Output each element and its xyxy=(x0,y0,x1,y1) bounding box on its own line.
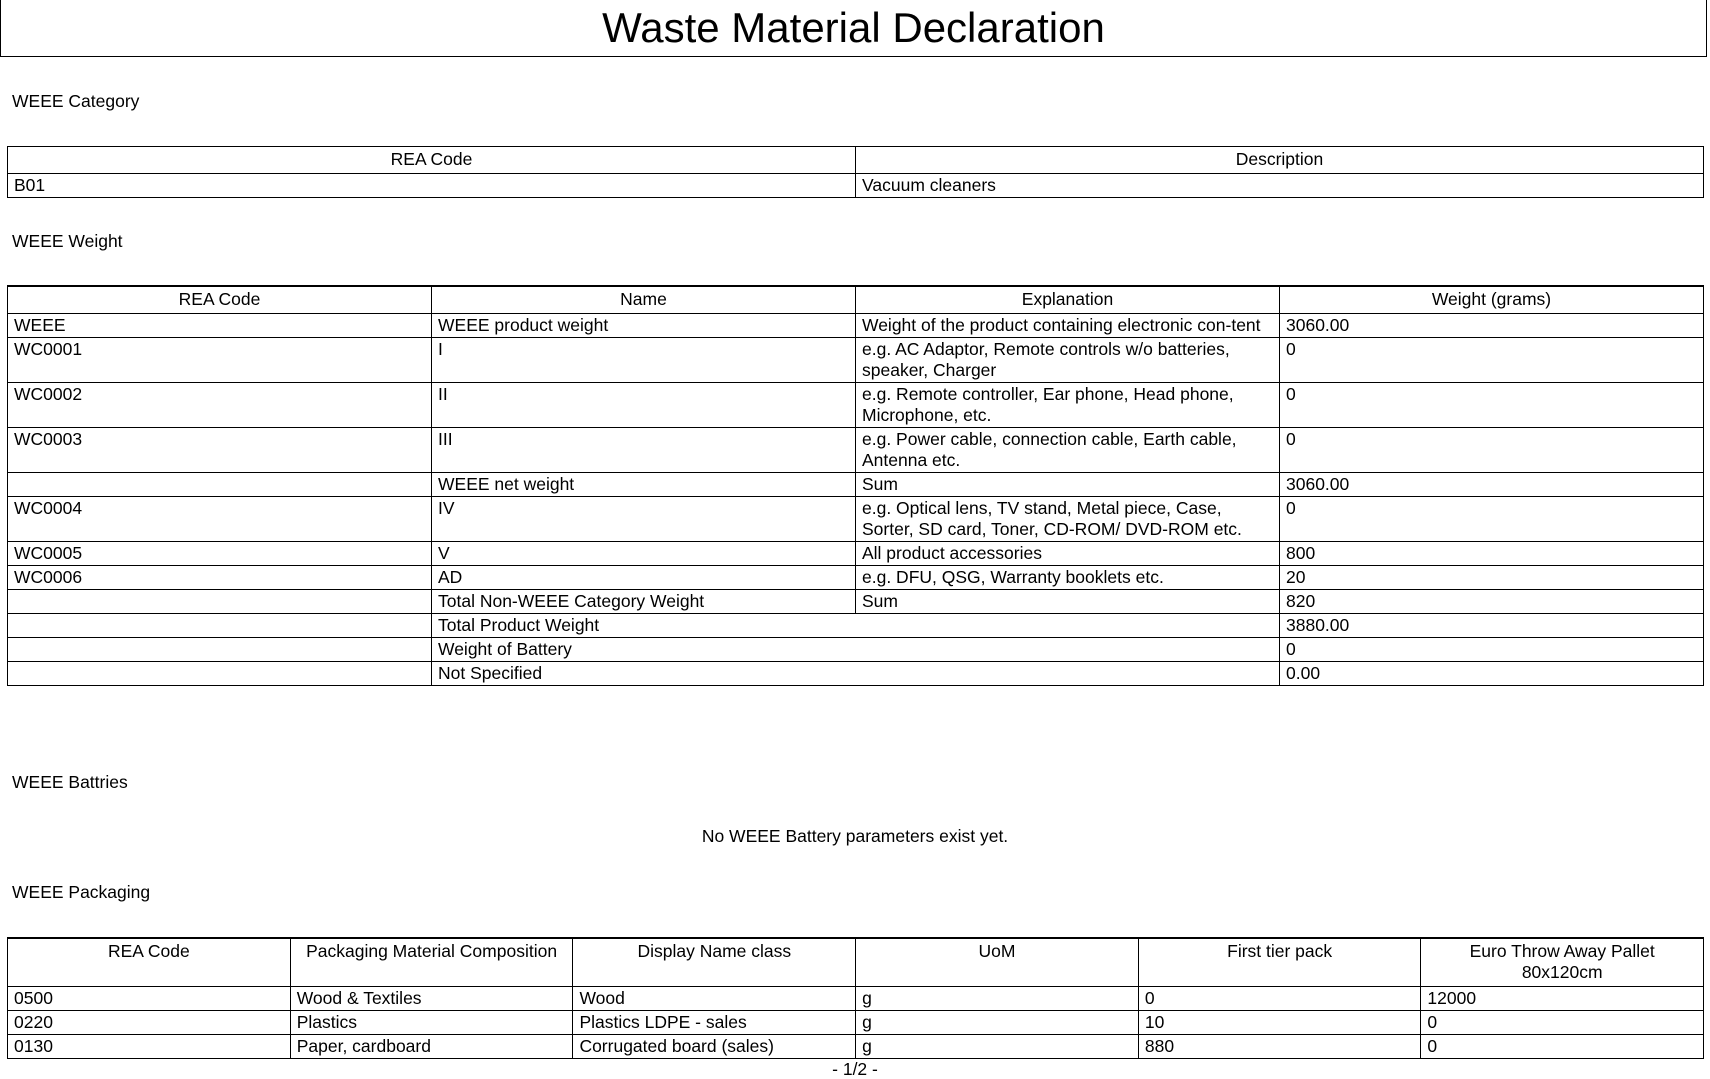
table-row xyxy=(8,428,1704,473)
summary-value: 0 xyxy=(1280,638,1704,662)
table-cell: WC0001 xyxy=(8,338,432,383)
packaging-table xyxy=(7,937,1704,1059)
table-cell: WC0003 xyxy=(8,428,432,473)
table-cell: 10 xyxy=(1138,1011,1421,1035)
category-heading: WEEE Category xyxy=(12,91,140,111)
category-header-description: Description xyxy=(856,147,1704,174)
table-cell: WEEE net weight xyxy=(432,473,856,497)
table-cell: Plastics LDPE - sales xyxy=(573,1011,856,1035)
table-cell: Vacuum cleaners xyxy=(856,174,1704,198)
table-cell xyxy=(8,614,432,638)
packaging-header-uom: UoM xyxy=(856,938,1139,987)
table-row xyxy=(8,987,1704,1011)
page-number: - 1/2 - xyxy=(832,1059,878,1079)
table-cell: Paper, cardboard xyxy=(290,1035,573,1059)
packaging-header-first-tier: First tier pack xyxy=(1138,938,1421,987)
batteries-heading: WEEE Battries xyxy=(12,772,128,792)
table-cell: WC0005 xyxy=(8,542,432,566)
packaging-header-pallet: Euro Throw Away Pallet 80x120cm xyxy=(1421,938,1704,987)
table-row xyxy=(8,314,1704,338)
table-cell: 20 xyxy=(1280,566,1704,590)
summary-value: 3880.00 xyxy=(1280,614,1704,638)
table-cell: 0 xyxy=(1280,383,1704,428)
table-cell: Weight of the product containing electronic con-tent xyxy=(856,314,1280,338)
table-cell: 0500 xyxy=(8,987,291,1011)
no-battery-message: No WEEE Battery parameters exist yet. xyxy=(701,826,1009,846)
summary-row xyxy=(8,662,1704,686)
table-cell: 12000 xyxy=(1421,987,1704,1011)
table-cell: II xyxy=(432,383,856,428)
table-cell: WC0004 xyxy=(8,497,432,542)
table-cell: III xyxy=(432,428,856,473)
table-cell: Wood xyxy=(573,987,856,1011)
weight-heading: WEEE Weight xyxy=(12,231,123,251)
table-cell: 3060.00 xyxy=(1280,314,1704,338)
table-cell: 0 xyxy=(1280,428,1704,473)
table-cell: Plastics xyxy=(290,1011,573,1035)
packaging-heading: WEEE Packaging xyxy=(12,882,151,902)
summary-row xyxy=(8,638,1704,662)
table-row xyxy=(8,590,1704,614)
table-cell xyxy=(8,638,432,662)
table-row xyxy=(8,383,1704,428)
packaging-header-code: REA Code xyxy=(8,938,291,987)
page-title: Waste Material Declaration xyxy=(602,3,1105,51)
table-cell: All product accessories xyxy=(856,542,1280,566)
table-cell: WC0002 xyxy=(8,383,432,428)
table-cell: g xyxy=(856,1035,1139,1059)
summary-label: Weight of Battery xyxy=(432,638,1280,662)
table-cell: e.g. DFU, QSG, Warranty booklets etc. xyxy=(856,566,1280,590)
table-cell: I xyxy=(432,338,856,383)
table-cell: e.g. Remote controller, Ear phone, Head phone, Microphone, etc. xyxy=(856,383,1280,428)
table-cell: IV xyxy=(432,497,856,542)
weight-header-code: REA Code xyxy=(8,286,432,314)
table-cell: Corrugated board (sales) xyxy=(573,1035,856,1059)
table-row xyxy=(8,497,1704,542)
table-cell: 0 xyxy=(1280,338,1704,383)
summary-label: Total Product Weight xyxy=(432,614,1280,638)
table-cell: 0130 xyxy=(8,1035,291,1059)
table-cell: WEEE xyxy=(8,314,432,338)
packaging-header-display-class: Display Name class xyxy=(573,938,856,987)
table-cell: g xyxy=(856,987,1139,1011)
title-box xyxy=(0,0,1707,57)
table-cell xyxy=(8,662,432,686)
table-cell: B01 xyxy=(8,174,856,198)
table-cell: V xyxy=(432,542,856,566)
table-cell: WC0006 xyxy=(8,566,432,590)
table-cell: e.g. Optical lens, TV stand, Metal piece, Case, Sorter, SD card, Toner, CD-ROM/ DVD-ROM etc. xyxy=(856,497,1280,542)
table-cell: 880 xyxy=(1138,1035,1421,1059)
packaging-header-material: Packaging Material Composition xyxy=(290,938,573,987)
table-cell xyxy=(8,590,432,614)
table-cell: 0220 xyxy=(8,1011,291,1035)
table-cell: e.g. AC Adaptor, Remote controls w/o batteries, speaker, Charger xyxy=(856,338,1280,383)
table-cell: AD xyxy=(432,566,856,590)
weight-header-weight: Weight (grams) xyxy=(1280,286,1704,314)
weight-header-name: Name xyxy=(432,286,856,314)
table-cell: e.g. Power cable, connection cable, Earth cable, Antenna etc. xyxy=(856,428,1280,473)
table-cell: Wood & Textiles xyxy=(290,987,573,1011)
table-row xyxy=(8,566,1704,590)
table-cell: g xyxy=(856,1011,1139,1035)
table-row xyxy=(8,473,1704,497)
table-cell: 800 xyxy=(1280,542,1704,566)
table-cell: 3060.00 xyxy=(1280,473,1704,497)
weight-header-explanation: Explanation xyxy=(856,286,1280,314)
summary-row xyxy=(8,614,1704,638)
table-cell: Sum xyxy=(856,590,1280,614)
table-row xyxy=(8,338,1704,383)
table-cell: 820 xyxy=(1280,590,1704,614)
weight-table xyxy=(7,285,1704,686)
table-cell: Total Non-WEEE Category Weight xyxy=(432,590,856,614)
table-row xyxy=(8,1011,1704,1035)
table-row xyxy=(8,542,1704,566)
table-row xyxy=(8,174,1704,198)
summary-value: 0.00 xyxy=(1280,662,1704,686)
table-cell: 0 xyxy=(1280,497,1704,542)
table-cell: WEEE product weight xyxy=(432,314,856,338)
table-cell: 0 xyxy=(1138,987,1421,1011)
category-table xyxy=(7,146,1704,198)
table-cell: 0 xyxy=(1421,1011,1704,1035)
table-row xyxy=(8,1035,1704,1059)
category-header-code: REA Code xyxy=(8,147,856,174)
summary-label: Not Specified xyxy=(432,662,1280,686)
table-cell xyxy=(8,473,432,497)
table-cell: Sum xyxy=(856,473,1280,497)
table-cell: 0 xyxy=(1421,1035,1704,1059)
